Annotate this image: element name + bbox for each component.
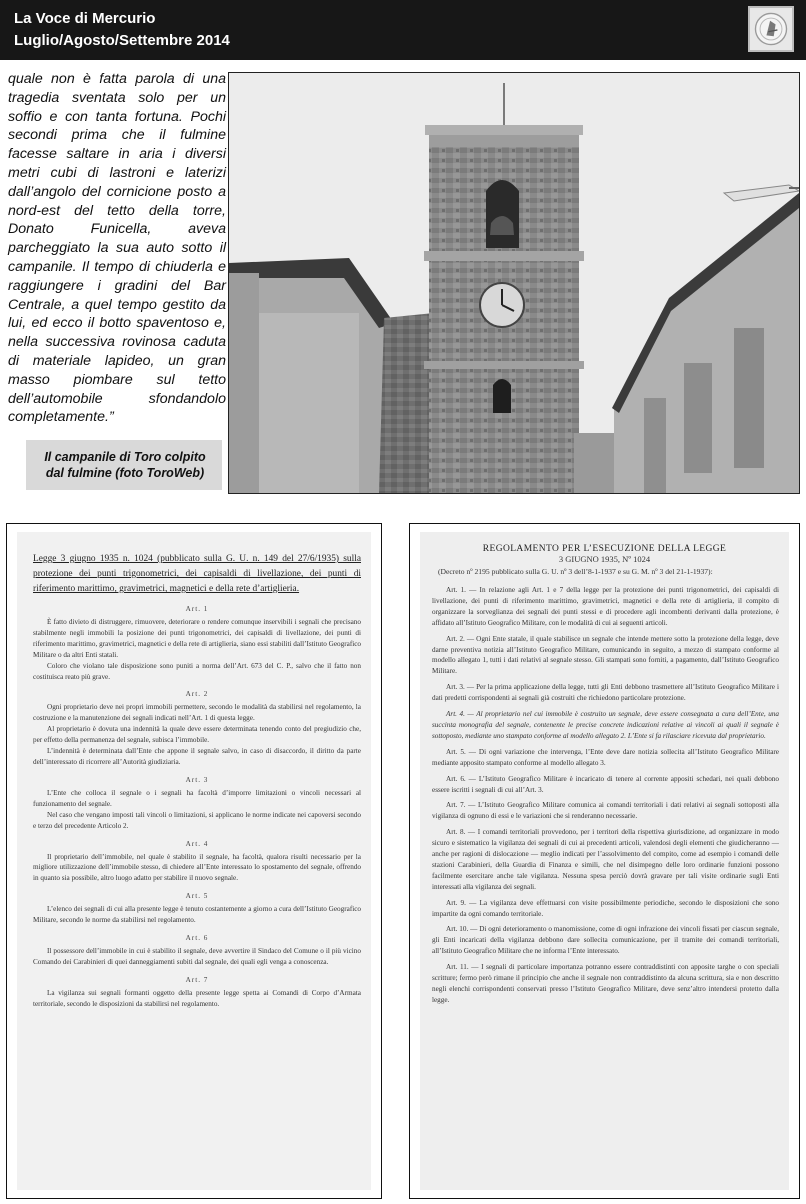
law-article-title: Art. 1 [185,605,209,613]
regulation-title: REGOLAMENTO PER L’ESECUZIONE DELLA LEGGE [482,544,727,554]
regulation-article: Art. 4. — Al proprietario nel cui immobile è costruito un segnale, deve essere consegnata a cura dell’Ente, una succinta monografia del segnale, contenente le precise concrete indicazioni relative ai vincoli ai quali il segnale è sottoposto, mediante uno stampato conforme al modello allegato 2. L’Ente si fa rilasciare ricevuta dal proprietario. [432,710,779,740]
regulation-subtitle: 3 GIUGNO 1935, Nº 1024 [558,554,651,564]
law-article-paragraph: Nel caso che vengano imposti tali vincoli o limitazioni, si applicano le norme indicate nei capoversi secondo e terzo del precedente Articolo 2. [33,810,361,830]
regulation-article: Art. 5. — Di ogni variazione che intervenga, l’Ente deve dare notizia sollecita all’Istituto Geografico Militare mediante apposito stampato conforme al modello allegato 3. [432,747,779,767]
article-text: quale non è fatta parola di una tragedia sventata solo per un soffio e con tanta fortuna. Pochi secondi prima che il fulmine facesse saltare in aria i diversi metri cubi di lastroni e laterizi dall’angolo del cornicione posto a nord-est del tetto della torre, Donato Funicella, aveva parcheggiato la sua auto sotto il campanile. Il tempo di chiuderla e raggiungere i gradini del Bar Centrale, a quel tempo gestito da lui, ed ecco il botto spaventoso e, nella successiva rovinosa caduta di materiale lapideo, un gran masso piombare sul tetto dell’automobile sfondandolo completamente.” [8,71,226,426]
regulation-article: Art. 11. — I segnali di particolare importanza potranno essere contraddistinti con apposite targhe o con speciali scritture; fermo però rimane il principio che anche il segnale non contraddistinto da alcuna scrittura, sia e non descritto negli elenchi corrispondenti conservati presso l’Istituto Geografico Militare, deve senz’altro intendersi protetto dalla legge. [432,963,779,1004]
logo-icon [748,6,794,52]
law-heading: Legge 3 giugno 1935 n. 1024 (pubblicato sulla G. U. n. 149 del 27/6/1935) sulla protezione dei punti trigonometrici, dei capisaldi di livellazione, dei punti di riferimento marittimo, gravimetrici, magnetici e della rete d’artiglieria. [33,554,361,594]
law-article-title: Art. 3 [185,775,209,784]
photo-caption: Il campanile di Toro colpito dal fulmine (foto ToroWeb) [44,450,206,480]
law-articles [33,605,361,1010]
regulation-document-page [420,532,789,1190]
page-header [0,0,806,60]
law-document-scan [6,523,382,1199]
law-article-title: Art. 4 [185,839,209,848]
law-document-page [17,532,371,1190]
law-article-title: Art. 2 [185,690,209,699]
law-article-paragraph: È fatto divieto di distruggere, rimuovere, deteriorare o rendere comunque inservibili i segnali che precisano stabilmente negli immobili la posizione dei punti trigonometrici, dei capisaldi di livellazione, dei punti di riferimento marittimo, gravimetrici, magnetici e della rete di artiglieria, siano essi stabiliti dall’Istituto Geografico Militare o da altri Enti statali. [33,618,361,659]
newsletter-title: La Voce di Mercurio [14,10,156,27]
regulation-article: Art. 10. — Di ogni deterioramento o manomissione, come di ogni infrazione dei vincoli fissati per ciascun segnale, gli Enti incaricati della vigilanza debbono dare sollecita comunicazione, per il tramite dei comandi territoriali, all’Istituto Geografico Militare che ne informa l’Ente interessato. [432,925,779,956]
law-article-paragraph: Il possessore dell’immobile in cui è stabilito il segnale, deve avvertire il Sindaco del Comune o il più vicino Comando dei Carabinieri di quei danneggiamenti subiti dal segnale, dei quali egli venga a conoscenza. [33,947,361,966]
photo-caption-box [26,440,222,490]
regulation-article: Art. 7. — L’Istituto Geografico Militare comunica ai comandi territoriali i dati relativi ai segnali sottoposti alla vigilanza di ognuno di essi e le variazioni che si renderanno necessarie. [432,801,779,821]
regulation-articles [432,585,779,1006]
law-article-title: Art. 5 [185,892,209,901]
law-article-paragraph: L’Ente che colloca il segnale o i segnali ha facoltà d’imporre limitazioni o vincoli necessari al funzionamento del segnale. [33,788,361,808]
bell-tower-photo [228,72,800,494]
regulation-article: Art. 3. — Per la prima applicazione della legge, tutti gli Enti debbono trasmettere all’Istituto Geografico Militare i dati predetti corrispondenti ai segnali già costruiti che richiedono particolare protezione. [432,683,779,703]
law-article-paragraph: L’elenco dei segnali di cui alla presente legge è tenuto costantemente a giorno a cura dell’Istituto Geografico Militare, secondo le norme da stabilirsi nel regolamento. [33,905,361,925]
law-article-title: Art. 6 [185,934,209,943]
law-article-paragraph: La vigilanza sui segnali formanti oggetto della presente legge spetta ai Comandi di Corpo d’Armata territoriale, secondo le disposizioni da stabilirsi nel regolamento. [33,988,361,1008]
regulation-article: Art. 2. — Ogni Ente statale, il quale stabilisce un segnale che intende mettere sotto la protezione della legge, deve darne preventiva notizia all’Istituto Geografico Militare, comunicando in seguito, a mezzo di stampato conforme al modello allegato 1, tutti i dati relativi al segnale stesso. Gli stampati sono forniti, a pagamento, dall’Istituto Geografico Militare. [432,634,779,676]
law-article-paragraph: Il proprietario dell’immobile, nel quale è stabilito il segnale, ha facoltà, qualora risulti necessario per la migliore utilizzazione dell’immobile stesso, di chiedere all’Ente interessato lo spostamento del segnale, offrendo in quanto sia possibile, altro luogo adatto per stabilire il nuovo segnale. [33,852,361,883]
regulation-article: Art. 6. — L’Istituto Geografico Militare è incaricato di tenere al corrente appositi schedari, nei quali debbono essere iscritti i segnali di cui all’Art. 3. [432,774,779,794]
regulation-decree: (Decreto nº 2195 pubblicato sulla G. U. nº 3 dell’8-1-1937 e su G. M. nº 3 del 21-1-1937): [438,567,713,576]
regulation-document-scan [409,523,800,1199]
issue-date: Luglio/Agosto/Settembre 2014 [14,32,230,49]
regulation-article: Art. 8. — I comandi territoriali provvedono, per i territori della rispettiva giurisdizione, ad organizzare in modo sicuro e sistematico la vigilanza dei segnali di cui ai precedenti articoli, valendosi degli elementi che giudicheranno — anche per ragioni di dislocazione — meglio indicati per l’assolvimento del compito, come ad esempio i comandi delle stazioni Carabinieri, della Guardia di Finanza e simili, che nel disimpegno delle loro ordinarie funzioni possono facilmente esercitare anche tale vigilanza. Nessuna spesa perciò dovrà gravare per tali visite ordinarie sugli Enti interessati alla vigilanza dei segnali. [432,828,779,891]
regulation-article: Art. 9. — La vigilanza deve effettuarsi con visite possibilmente periodiche, secondo le disposizioni che sono impartite da ogni comando territoriale. [432,898,779,918]
regulation-article: Art. 1. — In relazione agli Art. 1 e 7 della legge per la protezione dei punti trigonometrici, dei capisaldi di livellazione, dei punti di riferimento marittimo, gravimetrici, magnetici e della rete di artiglieria, il compito di organizzare la sorveglianza dei segnali dei punti stessi e di procedere agli incombenti derivanti dalla protezione, è affidato all’Istituto Geografico Militare, con le modalità di cui ai seguenti articoli. [432,586,779,627]
law-article-paragraph: Ogni proprietario deve nei propri immobili permettere, secondo le modalità da stabilirsi nel regolamento, la costruzione e la manutenzione dei segnali indicati nell’Art. 1 di questa legge. [33,703,361,723]
law-article-title: Art. 7 [185,975,209,984]
law-article-paragraph: L’indennità è determinata dall’Ente che appone il segnale salvo, in caso di disaccordo, il diritto da parte dell’interessato di ricorrere all’Autorità giudiziaria. [33,747,361,766]
law-article-paragraph: Coloro che violano tale disposizione sono puniti a norma dell’Art. 673 del C. P., salvo che il fatto non costituisca reato più grave. [33,661,361,681]
law-article-paragraph: Al proprietario è dovuta una indennità la quale deve essere determinata tenendo conto del pregiudizio che, per effetto della permanenza del segnale, subisca l’immobile. [33,725,361,745]
